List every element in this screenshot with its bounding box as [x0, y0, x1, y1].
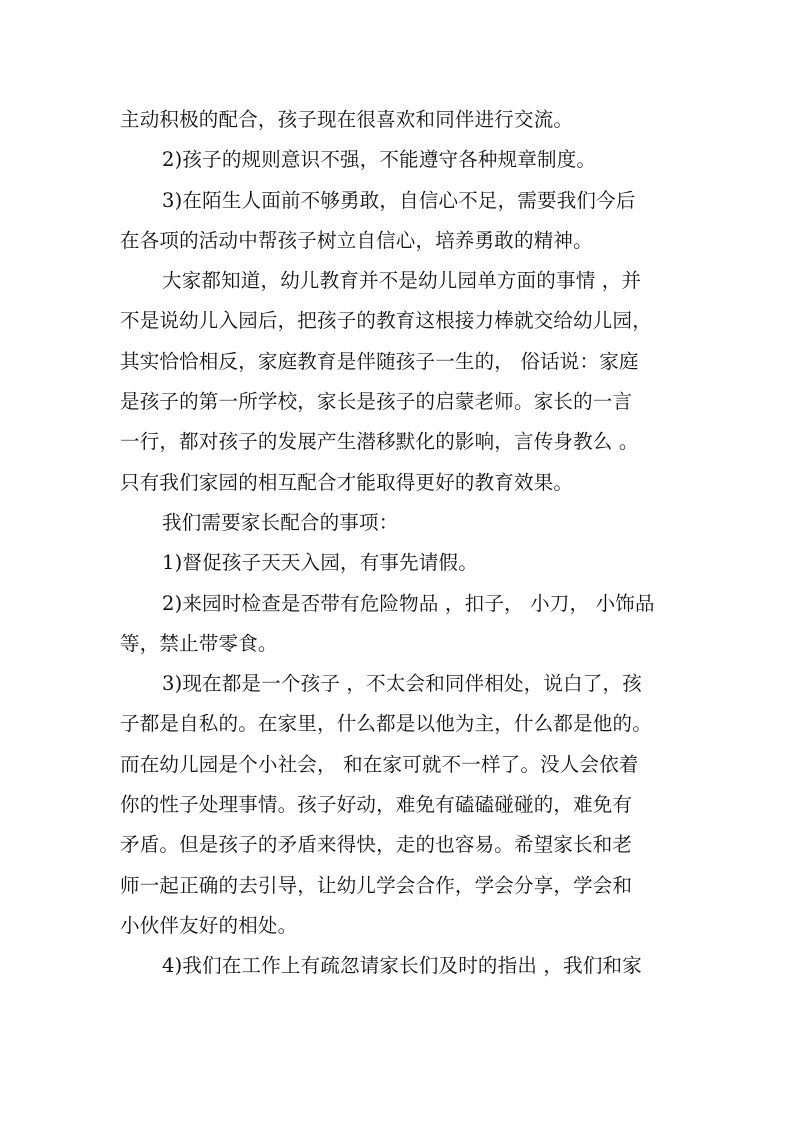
- text-line: 主动积极的配合，孩子现在很喜欢和同伴进行交流。: [120, 108, 574, 131]
- text-line: 在各项的活动中帮孩子树立自信心，培养勇敢的精神。: [120, 228, 593, 252]
- text-line: 只有我们家园的相互配合才能取得更好的教育效果。: [120, 470, 574, 494]
- text-line: 1)督促孩子天天入园，有事先请假。: [162, 551, 478, 575]
- text-line: 一行，都对孩子的发展产生潜移默化的影响，言传身教么 。: [120, 430, 639, 454]
- text-line: 我们需要家长配合的事项：: [162, 510, 399, 534]
- text-line: 3)现在都是一个孩子 ，不太会和同伴相处，说白了，孩: [162, 672, 642, 696]
- text-line: 小伙伴友好的相处。: [120, 913, 298, 937]
- text-line: 等，禁止带零食。: [120, 631, 278, 655]
- text-line: 子都是自私的。在家里，什么都是以他为主，什么都是他的。: [120, 712, 652, 736]
- text-line: 而在幼儿园是个小社会， 和在家可就不一样了。没人会依着: [120, 752, 639, 776]
- text-line: 3)在陌生人面前不够勇敢，自信心不足，需要我们今后: [162, 188, 636, 212]
- text-line: 你的性子处理事情。孩子好动，难免有磕磕碰碰的，难免有: [120, 793, 633, 817]
- text-line: 4)我们在工作上有疏忽请家长们及时的指出 ，我们和家: [162, 954, 642, 978]
- text-line: 是孩子的第一所学校，家长是孩子的启蒙老师。家长的一言: [120, 390, 633, 414]
- text-line: 其实恰恰相反，家庭教育是伴随孩子一生的， 俗话说：家庭: [120, 349, 639, 373]
- text-line: 2)来园时检查是否带有危险物品 ，扣子， 小刀， 小饰品: [162, 591, 655, 615]
- text-line: 师一起正确的去引导，让幼儿学会合作，学会分享，学会和: [120, 873, 633, 897]
- text-line: 不是说幼儿入园后，把孩子的教育这根接力棒就交给幼儿园，: [120, 309, 652, 333]
- text-line: 矛盾。但是孩子的矛盾来得快，走的也容易。希望家长和老: [120, 833, 633, 857]
- text-line: 大家都知道，幼儿教育并不是幼儿园单方面的事情 ，并: [162, 269, 642, 293]
- document-body: [120, 100, 680, 987]
- text-line: 2)孩子的规则意识不强，不能遵守各种规章制度。: [162, 148, 597, 172]
